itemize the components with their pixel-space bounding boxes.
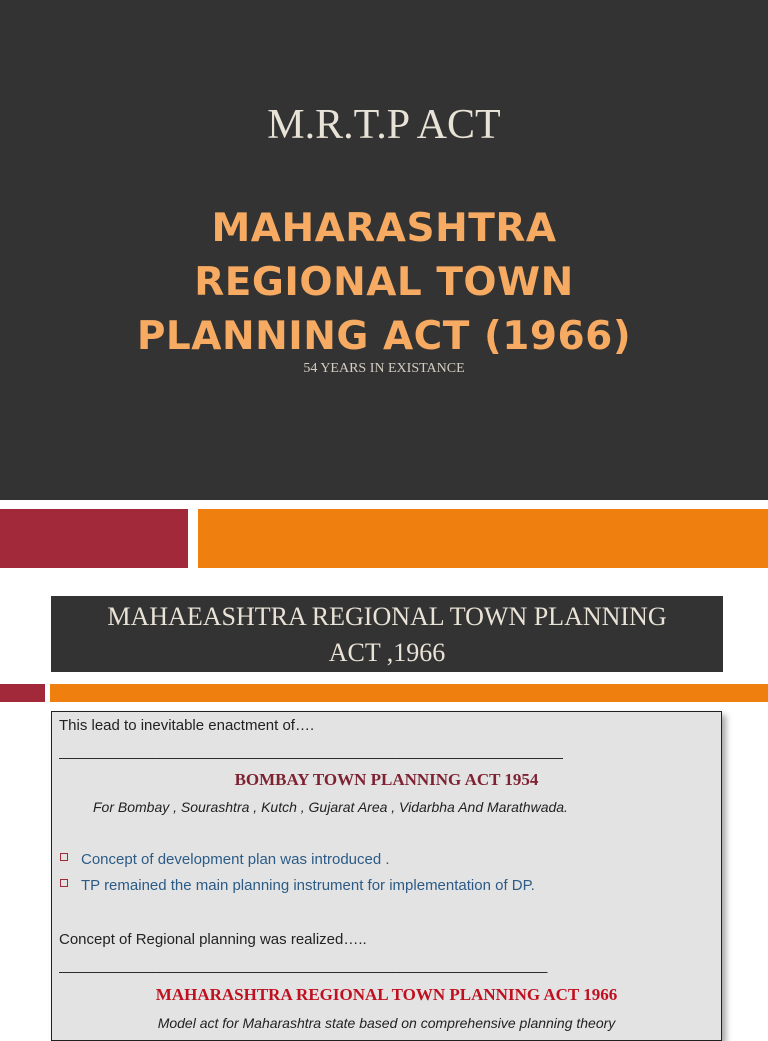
slide-subtitle: 54 YEARS IN EXISTANCE — [303, 361, 465, 376]
act-note-bombay: For Bombay , Sourashtra , Kutch , Gujarat Area , Vidarbha And Marathwada. — [93, 799, 568, 815]
accent-bar-orange-thin — [50, 684, 768, 702]
act-note-maharashtra: Model act for Maharashtra state based on comprehensive planning theory — [157, 1015, 616, 1031]
title-slide — [0, 0, 768, 500]
accent-bar-orange — [198, 509, 768, 568]
main-title-line: PLANNING ACT (1966) — [136, 314, 632, 359]
main-title-line: MAHARASHTRA — [211, 206, 557, 251]
content-title-line: ACT ,1966 — [328, 638, 446, 667]
main-title-line: REGIONAL TOWN — [194, 260, 574, 305]
accent-bar-red-small — [0, 684, 45, 702]
content-slide-title — [51, 596, 723, 672]
intro-text: This lead to inevitable enactment of…. — [59, 717, 315, 734]
divider-line: _______________________________________________________________ — [59, 957, 547, 974]
bullet-item — [60, 877, 729, 894]
slide-acronym: M.R.T.P ACT — [267, 102, 501, 148]
accent-bar-red — [0, 509, 188, 568]
divider-line: _________________________________________________________________ — [59, 743, 563, 760]
square-bullet-icon — [60, 879, 68, 887]
bullet-text: Concept of development plan was introduced . — [81, 851, 390, 868]
act-heading-maharashtra: MAHARASHTRA REGIONAL TOWN PLANNING ACT 1966 — [155, 985, 618, 1004]
content-title-line: MAHAEASHTRA REGIONAL TOWN PLANNING — [107, 602, 667, 631]
act-heading-bombay: BOMBAY TOWN PLANNING ACT 1954 — [234, 770, 539, 789]
bullet-text: TP remained the main planning instrument for implementation of DP. — [81, 877, 535, 894]
square-bullet-icon — [60, 853, 68, 861]
regional-text: Concept of Regional planning was realized….. — [59, 931, 367, 948]
slide-main-title — [0, 202, 768, 364]
content-box — [51, 711, 722, 1041]
bullet-item — [60, 851, 729, 868]
